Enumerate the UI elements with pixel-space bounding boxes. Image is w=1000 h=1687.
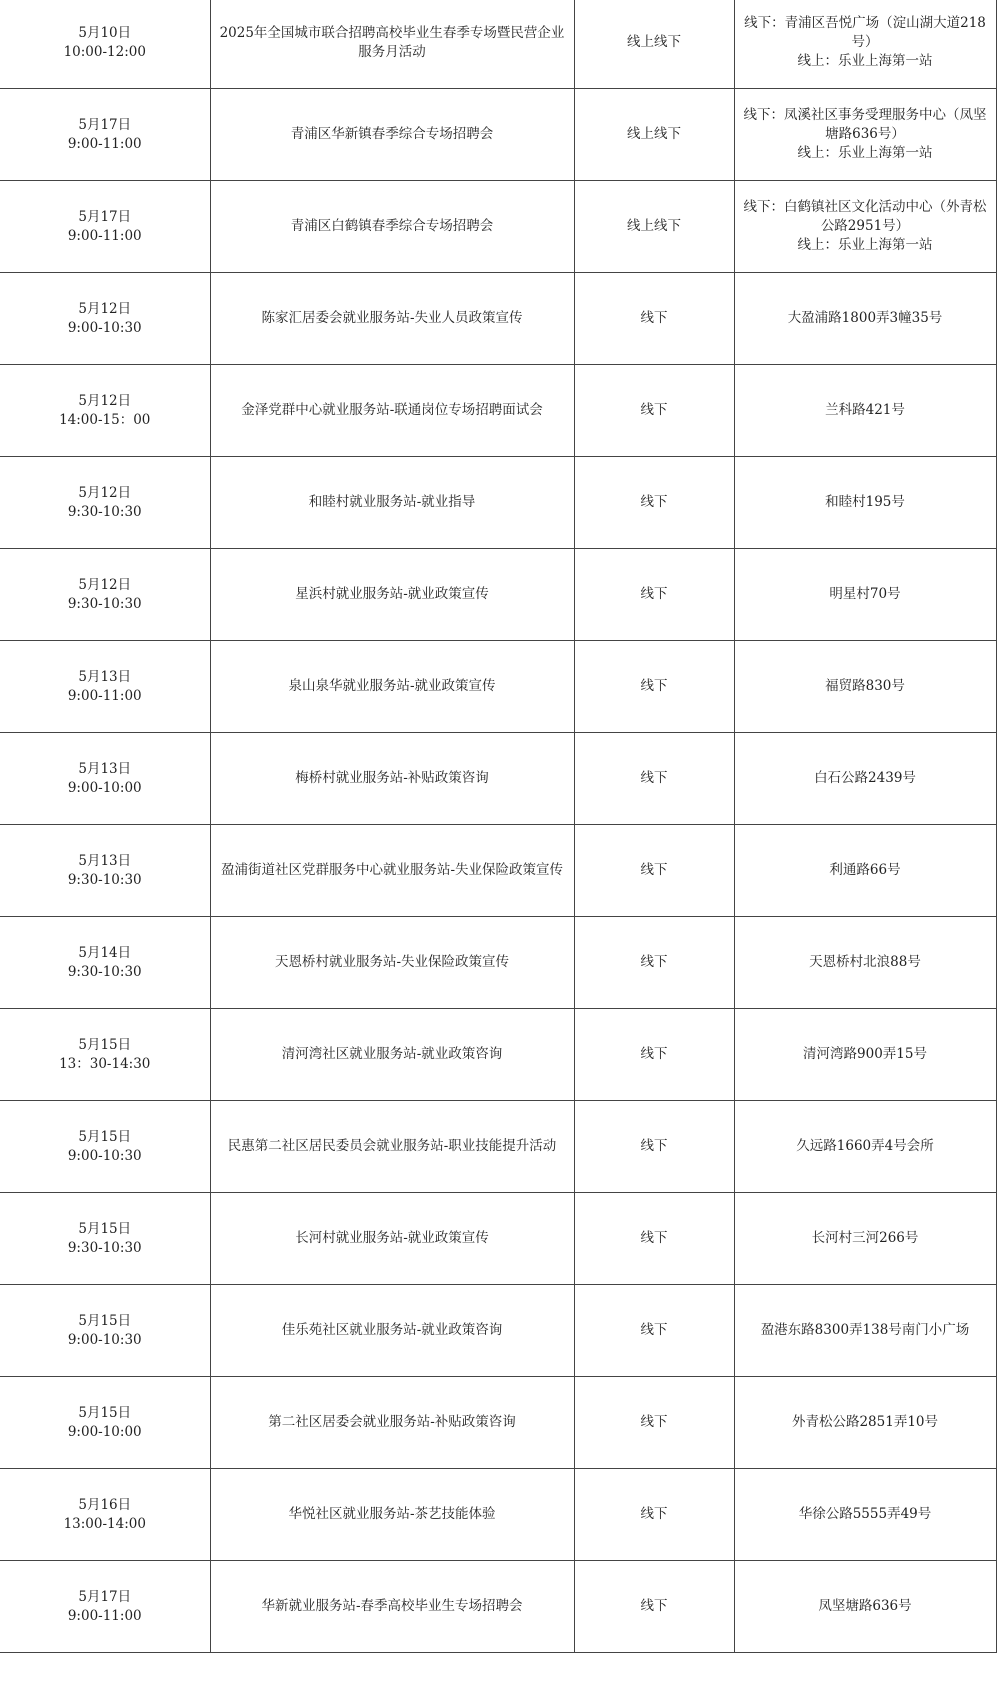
event-location-line: 线下：白鹤镇社区文化活动中心（外青松公路2951号） bbox=[743, 199, 987, 234]
event-name: 第二社区居委会就业服务站-补贴政策咨询 bbox=[268, 1414, 516, 1430]
event-time: 9:30-10:30 bbox=[67, 503, 142, 520]
table-row bbox=[0, 1561, 996, 1653]
event-name: 青浦区白鹤镇春季综合专场招聘会 bbox=[290, 218, 494, 234]
table-row bbox=[0, 0, 996, 89]
date-time-cell bbox=[0, 1009, 210, 1101]
event-location-line: 长河村三河266号 bbox=[811, 1230, 919, 1246]
event-date: 5月13日 bbox=[78, 760, 132, 777]
event-location-line: 利通路66号 bbox=[829, 862, 901, 878]
date-time-cell bbox=[0, 549, 210, 641]
event-name-cell bbox=[210, 181, 574, 273]
event-location-line: 和睦村195号 bbox=[825, 494, 905, 510]
event-mode: 线下 bbox=[640, 1414, 668, 1430]
event-location-line: 凤坚塘路636号 bbox=[818, 1598, 912, 1614]
event-location-cell bbox=[734, 1469, 996, 1561]
event-date: 5月17日 bbox=[78, 208, 132, 225]
event-mode: 线上线下 bbox=[627, 126, 681, 142]
table-row bbox=[0, 1377, 996, 1469]
event-mode: 线上线下 bbox=[627, 218, 681, 234]
event-location-line: 清河湾路900弄15号 bbox=[803, 1046, 927, 1062]
event-name-cell bbox=[210, 1561, 574, 1653]
event-name-cell bbox=[210, 89, 574, 181]
event-location-cell bbox=[734, 273, 996, 365]
event-name: 和睦村就业服务站-就业指导 bbox=[308, 494, 476, 510]
table-row bbox=[0, 1193, 996, 1285]
event-name-cell bbox=[210, 457, 574, 549]
date-time-cell bbox=[0, 1101, 210, 1193]
event-date: 5月15日 bbox=[78, 1220, 132, 1237]
event-mode: 线下 bbox=[640, 770, 668, 786]
event-name: 盈浦街道社区党群服务中心就业服务站-失业保险政策宣传 bbox=[220, 862, 564, 878]
event-location-line: 线上：乐业上海第一站 bbox=[797, 237, 933, 253]
event-mode-cell bbox=[574, 457, 734, 549]
event-name: 华悦社区就业服务站-茶艺技能体验 bbox=[288, 1506, 496, 1522]
event-date: 5月14日 bbox=[78, 944, 132, 961]
event-name-cell bbox=[210, 365, 574, 457]
event-location-cell bbox=[734, 457, 996, 549]
event-name: 金泽党群中心就业服务站-联通岗位专场招聘面试会 bbox=[241, 402, 543, 418]
date-time-cell bbox=[0, 917, 210, 1009]
event-mode: 线下 bbox=[640, 1046, 668, 1062]
event-date: 5月12日 bbox=[78, 484, 132, 501]
event-name-cell bbox=[210, 273, 574, 365]
event-name-cell bbox=[210, 641, 574, 733]
event-time: 10:00-12:00 bbox=[63, 43, 146, 60]
table-row bbox=[0, 457, 996, 549]
event-mode: 线上线下 bbox=[627, 34, 681, 50]
event-location-cell bbox=[734, 1009, 996, 1101]
event-mode-cell bbox=[574, 181, 734, 273]
event-location-line: 明星村70号 bbox=[829, 586, 901, 602]
table-row bbox=[0, 89, 996, 181]
event-location-cell bbox=[734, 825, 996, 917]
event-mode: 线下 bbox=[640, 1138, 668, 1154]
date-time-cell bbox=[0, 825, 210, 917]
event-mode-cell bbox=[574, 1009, 734, 1101]
event-name: 梅桥村就业服务站-补贴政策咨询 bbox=[295, 770, 489, 786]
event-date: 5月17日 bbox=[78, 1588, 132, 1605]
event-time: 9:00-11:00 bbox=[67, 227, 142, 244]
event-mode: 线下 bbox=[640, 494, 668, 510]
event-mode-cell bbox=[574, 365, 734, 457]
event-date: 5月17日 bbox=[78, 116, 132, 133]
event-mode: 线下 bbox=[640, 954, 668, 970]
event-location-cell bbox=[734, 549, 996, 641]
event-location-cell bbox=[734, 1377, 996, 1469]
table-row bbox=[0, 641, 996, 733]
date-time-cell bbox=[0, 733, 210, 825]
table-row bbox=[0, 917, 996, 1009]
event-name-cell bbox=[210, 825, 574, 917]
event-time: 9:00-11:00 bbox=[67, 687, 142, 704]
event-time: 9:00-10:00 bbox=[67, 1423, 142, 1440]
event-location-cell bbox=[734, 733, 996, 825]
event-location-line: 福贸路830号 bbox=[825, 678, 905, 694]
event-date: 5月15日 bbox=[78, 1128, 132, 1145]
event-location-cell bbox=[734, 1193, 996, 1285]
event-date: 5月13日 bbox=[78, 852, 132, 869]
event-date: 5月15日 bbox=[78, 1404, 132, 1421]
event-mode-cell bbox=[574, 0, 734, 89]
event-name: 清河湾社区就业服务站-就业政策咨询 bbox=[281, 1046, 503, 1062]
event-time: 13:00-14:00 bbox=[63, 1515, 146, 1532]
event-mode: 线下 bbox=[640, 402, 668, 418]
event-mode-cell bbox=[574, 1377, 734, 1469]
date-time-cell bbox=[0, 457, 210, 549]
date-time-cell bbox=[0, 89, 210, 181]
event-name: 民惠第二社区居民委员会就业服务站-职业技能提升活动 bbox=[227, 1138, 557, 1154]
event-mode: 线下 bbox=[640, 678, 668, 694]
event-name-cell bbox=[210, 1285, 574, 1377]
event-name-cell bbox=[210, 1377, 574, 1469]
event-name-cell bbox=[210, 1469, 574, 1561]
event-mode-cell bbox=[574, 917, 734, 1009]
event-mode: 线下 bbox=[640, 862, 668, 878]
table-row bbox=[0, 365, 996, 457]
event-name: 星浜村就业服务站-就业政策宣传 bbox=[295, 586, 489, 602]
event-time: 9:30-10:30 bbox=[67, 871, 142, 888]
event-date: 5月16日 bbox=[78, 1496, 132, 1513]
event-time: 9:30-10:30 bbox=[67, 595, 142, 612]
event-name: 陈家汇居委会就业服务站-失业人员政策宣传 bbox=[261, 310, 523, 326]
event-name-cell bbox=[210, 1193, 574, 1285]
date-time-cell bbox=[0, 1561, 210, 1653]
event-time: 9:00-11:00 bbox=[67, 135, 142, 152]
date-time-cell bbox=[0, 181, 210, 273]
event-name-cell bbox=[210, 0, 574, 89]
event-date: 5月12日 bbox=[78, 300, 132, 317]
event-date: 5月10日 bbox=[78, 24, 132, 41]
event-mode: 线下 bbox=[640, 1322, 668, 1338]
event-time: 9:00-11:00 bbox=[67, 1607, 142, 1624]
event-name-cell bbox=[210, 1101, 574, 1193]
event-location-line: 白石公路2439号 bbox=[814, 770, 916, 786]
event-mode-cell bbox=[574, 273, 734, 365]
event-time: 9:00-10:30 bbox=[67, 1331, 142, 1348]
event-name-cell bbox=[210, 733, 574, 825]
event-name: 泉山泉华就业服务站-就业政策宣传 bbox=[288, 678, 496, 694]
event-location-cell bbox=[734, 1101, 996, 1193]
table-row bbox=[0, 1285, 996, 1377]
date-time-cell bbox=[0, 1377, 210, 1469]
table-row bbox=[0, 825, 996, 917]
table-row bbox=[0, 733, 996, 825]
date-time-cell bbox=[0, 641, 210, 733]
event-location-line: 盈港东路8300弄138号南门小广场 bbox=[760, 1322, 970, 1338]
event-mode-cell bbox=[574, 549, 734, 641]
event-location-cell bbox=[734, 641, 996, 733]
event-name-cell bbox=[210, 1009, 574, 1101]
event-location-cell bbox=[734, 0, 996, 89]
event-location-cell bbox=[734, 1561, 996, 1653]
event-time: 14:00-15：00 bbox=[59, 411, 151, 428]
date-time-cell bbox=[0, 273, 210, 365]
table-row bbox=[0, 1101, 996, 1193]
event-location-line: 天恩桥村北浪88号 bbox=[809, 954, 921, 970]
event-mode-cell bbox=[574, 1193, 734, 1285]
event-location-line: 线上：乐业上海第一站 bbox=[797, 145, 933, 161]
event-mode-cell bbox=[574, 1561, 734, 1653]
event-mode-cell bbox=[574, 1101, 734, 1193]
event-mode: 线下 bbox=[640, 1598, 668, 1614]
event-location-cell bbox=[734, 89, 996, 181]
event-date: 5月13日 bbox=[78, 668, 132, 685]
event-mode-cell bbox=[574, 641, 734, 733]
event-name: 天恩桥村就业服务站-失业保险政策宣传 bbox=[274, 954, 510, 970]
event-time: 9:00-10:30 bbox=[67, 319, 142, 336]
event-mode-cell bbox=[574, 1469, 734, 1561]
table-row bbox=[0, 273, 996, 365]
event-location-line: 外青松公路2851弄10号 bbox=[791, 1414, 939, 1430]
table-row bbox=[0, 549, 996, 641]
event-mode: 线下 bbox=[640, 586, 668, 602]
event-location-cell bbox=[734, 365, 996, 457]
event-time: 9:30-10:30 bbox=[67, 963, 142, 980]
event-mode: 线下 bbox=[640, 1230, 668, 1246]
event-location-line: 线下：凤溪社区事务受理服务中心（凤坚塘路636号） bbox=[743, 107, 987, 142]
event-time: 13：30-14:30 bbox=[59, 1055, 151, 1072]
date-time-cell bbox=[0, 1469, 210, 1561]
event-location-line: 线下：青浦区吾悦广场（淀山湖大道218号） bbox=[744, 15, 986, 50]
event-date: 5月15日 bbox=[78, 1036, 132, 1053]
event-location-line: 兰科路421号 bbox=[825, 402, 905, 418]
event-mode: 线下 bbox=[640, 1506, 668, 1522]
event-name: 佳乐苑社区就业服务站-就业政策咨询 bbox=[281, 1322, 503, 1338]
table-row bbox=[0, 181, 996, 273]
event-location-line: 华徐公路5555弄49号 bbox=[798, 1506, 932, 1522]
event-name: 华新就业服务站-春季高校毕业生专场招聘会 bbox=[261, 1598, 523, 1614]
event-name-cell bbox=[210, 917, 574, 1009]
event-location-line: 大盈浦路1800弄3幢35号 bbox=[787, 310, 943, 326]
date-time-cell bbox=[0, 1193, 210, 1285]
event-time: 9:00-10:00 bbox=[67, 779, 142, 796]
date-time-cell bbox=[0, 365, 210, 457]
event-name: 2025年全国城市联合招聘高校毕业生春季专场暨民营企业服务月活动 bbox=[219, 24, 565, 60]
event-location-cell bbox=[734, 181, 996, 273]
event-date: 5月12日 bbox=[78, 576, 132, 593]
event-date: 5月12日 bbox=[78, 392, 132, 409]
table-row bbox=[0, 1009, 996, 1101]
event-mode-cell bbox=[574, 1285, 734, 1377]
event-mode: 线下 bbox=[640, 310, 668, 326]
event-name-cell bbox=[210, 549, 574, 641]
event-location-line: 线上：乐业上海第一站 bbox=[797, 53, 933, 69]
event-name: 青浦区华新镇春季综合专场招聘会 bbox=[290, 126, 494, 142]
event-time: 9:30-10:30 bbox=[67, 1239, 142, 1256]
event-location-cell bbox=[734, 917, 996, 1009]
date-time-cell bbox=[0, 0, 210, 89]
table-row bbox=[0, 1469, 996, 1561]
event-mode-cell bbox=[574, 733, 734, 825]
event-time: 9:00-10:30 bbox=[67, 1147, 142, 1164]
event-location-cell bbox=[734, 1285, 996, 1377]
date-time-cell bbox=[0, 1285, 210, 1377]
event-location-line: 久远路1660弄4号会所 bbox=[796, 1138, 934, 1154]
event-date: 5月15日 bbox=[78, 1312, 132, 1329]
event-mode-cell bbox=[574, 825, 734, 917]
event-mode-cell bbox=[574, 89, 734, 181]
event-name: 长河村就业服务站-就业政策宣传 bbox=[295, 1230, 489, 1246]
